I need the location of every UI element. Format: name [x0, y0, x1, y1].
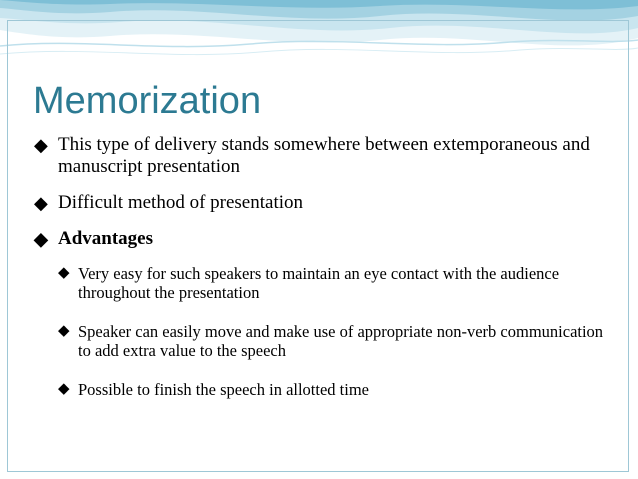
- diamond-bullet-icon: ◆: [58, 381, 70, 397]
- bullet-item: [34, 228, 614, 399]
- slide-content: [34, 134, 614, 419]
- sub-bullet-text: Very easy for such speakers to maintain an eye contact with the audience throughout the presentation: [78, 264, 560, 302]
- bullet-item: [34, 192, 614, 214]
- slide-title: Memorization: [33, 80, 262, 122]
- bullet-text: This type of delivery stands somewhere between extemporaneous and manuscript presentation: [58, 134, 590, 177]
- bullet-text: Advantages: [58, 228, 154, 249]
- sub-bullet-item: [58, 264, 614, 302]
- diamond-bullet-icon: ◆: [58, 265, 70, 281]
- diamond-bullet-icon: ◆: [34, 193, 48, 213]
- diamond-bullet-icon: ◆: [34, 229, 48, 249]
- sub-bullet-text: Speaker can easily move and make use of appropriate non-verb communication to add extra value to the speech: [78, 322, 604, 360]
- bullet-list: [34, 134, 614, 399]
- bullet-item: [34, 134, 614, 178]
- diamond-bullet-icon: ◆: [34, 135, 48, 155]
- sub-bullet-item: [58, 322, 614, 360]
- bullet-text: Difficult method of presentation: [58, 192, 304, 213]
- sub-bullet-text: Possible to finish the speech in allotted time: [78, 380, 369, 399]
- diamond-bullet-icon: ◆: [58, 323, 70, 339]
- sub-bullet-list: [58, 264, 614, 399]
- sub-bullet-item: [58, 380, 614, 399]
